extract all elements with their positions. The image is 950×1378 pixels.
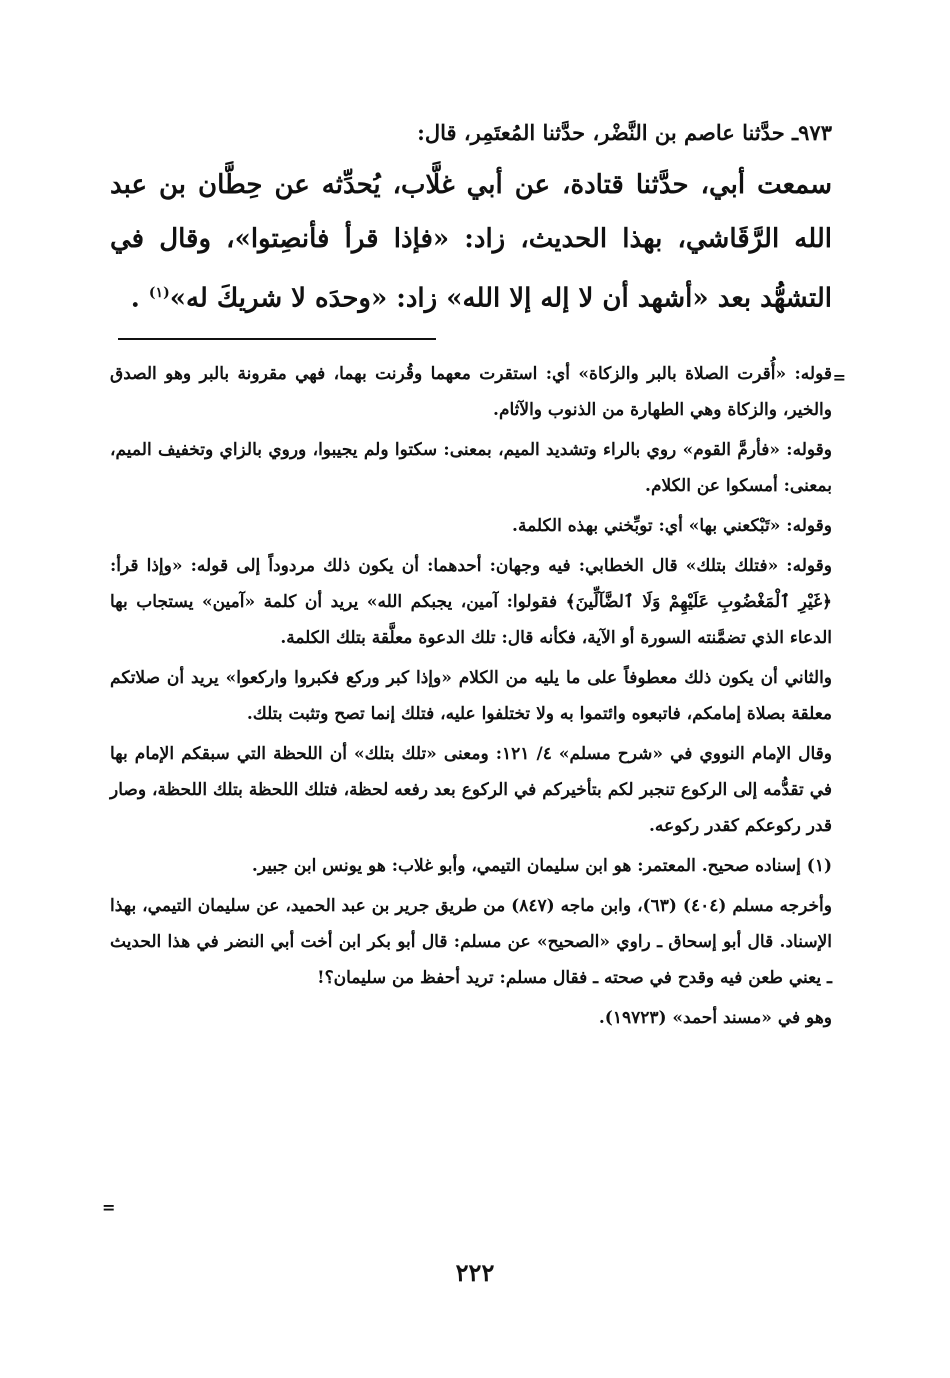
footnotes: [110, 356, 832, 1040]
footnote-1: (١) إسناده صحيح. المعتمر: هو ابن سليمان التيمي، وأبو غلاب: هو يونس ابن جبير.: [251, 856, 832, 876]
note-paragraph: والثاني أن يكون ذلك معطوفاً على ما يليه من الكلام «وإذا كبر وركع فكبروا واركعوا» يريد أن صلاتكم معلقة بصلاة إمامكم، فاتبعوه وائتموا به ولا تختلفوا عليه، فتلك إنما تصح وتثبت بتلك.: [110, 668, 832, 724]
hadith-text: [110, 108, 832, 326]
hadith-body: [110, 158, 832, 326]
note-paragraph: وقال الإمام النووي في «شرح مسلم» ٤/ ١٢١: ومعنى «تلك بتلك» أن اللحظة التي سبقكم الإمام بها في تقدُّمه إلى الركوع تنجبر لكم بتأخيركم في الركوع بعد رفعه لحظة، فتلك اللحظة بتلك اللحظة، وصار قدر ركوعكم كقدر ركوعه.: [110, 744, 832, 836]
note-paragraph: وهو في «مسند أحمد» (١٩٧٢٣).: [598, 1008, 832, 1028]
note-paragraph: وقوله: «فأرمَّ القوم» روي بالراء وتشديد الميم، بمعنى: سكتوا ولم يجيبوا، وروي بالزاي وتخفيف الميم، بمعنى: أمسكوا عن الكلام.: [110, 440, 832, 496]
hadith-body-text: سمعت أبي، حدَّثنا قتادة، عن أبي غلَّاب، يُحدِّثه عن حِطَّان بن عبد الله الرَّقَاشي، بهذا الحديث، زاد: «فإذا قرأ فأنصِتوا»، وقال في التشهُّد بعد «أشهد أن لا إله إلا الله» زاد: «وحدَه لا شريكَ له»: [110, 170, 832, 314]
note-paragraph: وأخرجه مسلم (٤٠٤) (٦٣)، وابن ماجه (٨٤٧) من طريق جرير بن عبد الحميد، عن سليمان التيمي، بهذا الإسناد. قال أبو إسحاق ـ راوي «الصحيح» عن مسلم: قال أبو بكر ابن أخت أبي النضر في هذا الحديث ـ يعني طعن فيه وقدح في صحته ـ فقال مسلم: تريد أحفظ من سليمان؟!: [110, 896, 832, 988]
page-number: ٢٢٢: [455, 1258, 495, 1287]
note-paragraph: وقوله: «تَبْكعني بها» أي: توبِّخني بهذه الكلمة.: [512, 516, 832, 536]
footnote-reference[interactable]: (١): [148, 285, 170, 301]
hadith-heading: ٩٧٣ـ حدَّثنا عاصم بن النَّضْر، حدَّثنا المُعتَمِر، قال:: [417, 120, 832, 145]
footnote-separator: [118, 338, 436, 340]
note-paragraph: قوله: «أُقرت الصلاة بالبر والزكاة» أي: استقرت معهما وقُرنت بهما، فهي مقرونة بالبر وهو الصدق والخير، والزكاة وهي الطهارة من الذنوب والآثام.: [110, 364, 832, 420]
continuation-mark-bottom: =: [102, 1198, 116, 1217]
hadith-end-mark: .: [130, 283, 140, 314]
note-paragraph: وقوله: «فتلك بتلك» قال الخطابي: فيه وجهان: أحدهما: أن يكون ذلك مردوداً إلى قوله: «وإذا قرأ: ﴿غَيْرِ ٱلْمَغْضُوبِ عَلَيْهِمْ وَلَا ٱلضَّآلِّينَ﴾ فقولوا: آمين، يجبكم الله» يريد أن كلمة «آمين» يستجاب بها الدعاء الذي تضمَّنته السورة أو الآية، فكأنه قال: تلك الدعوة معلَّقة بتلك الكلمة.: [110, 556, 832, 648]
continuation-mark-top: =: [832, 368, 846, 387]
